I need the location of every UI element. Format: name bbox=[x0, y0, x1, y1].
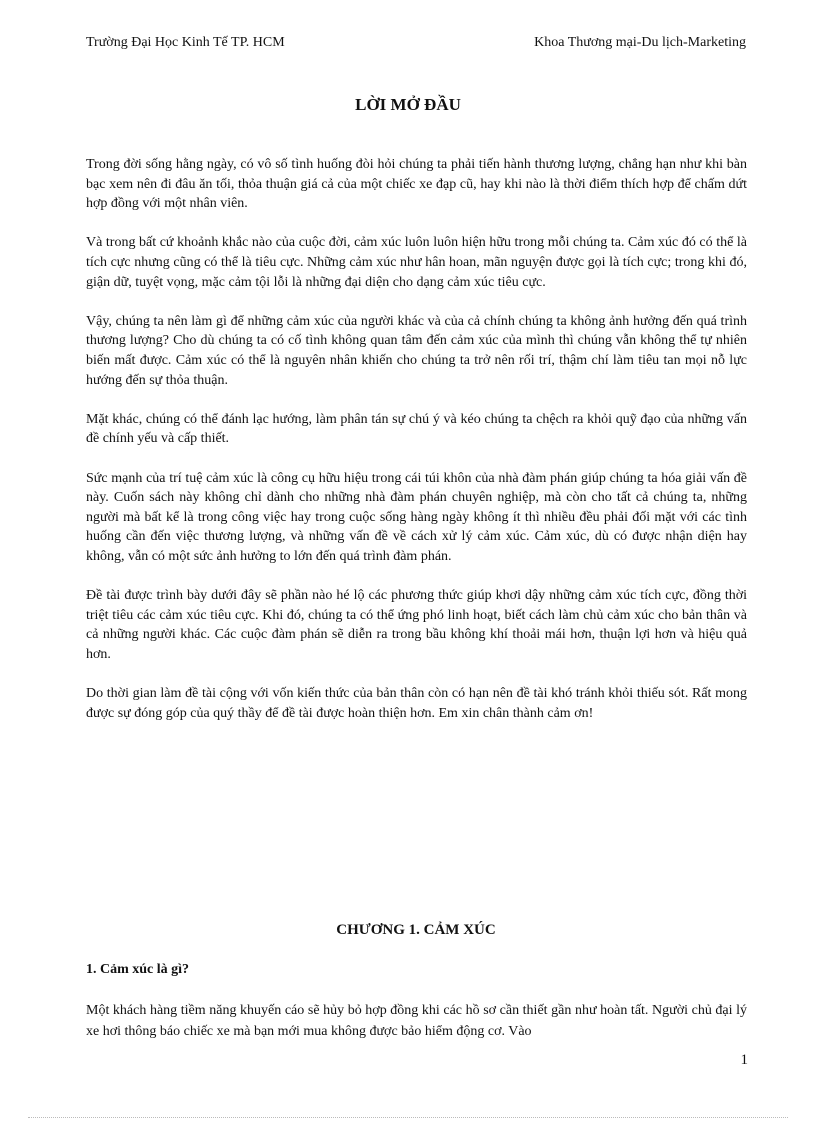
preface-paragraph-1: Trong đời sống hằng ngày, có vô số tình huống đòi hỏi chúng ta phải tiến hành thương lượng, chẳng hạn như khi bàn bạc xem nên đi đâu ăn tối, thỏa thuận giá cả của một chiếc xe đạp cũ, hay khi nào là thời điểm thích hợp để chấm dứt hợp đồng với một nhân viên. bbox=[86, 157, 747, 212]
header-faculty: Khoa Thương mại-Du lịch-Marketing bbox=[534, 35, 746, 50]
section-body bbox=[86, 1000, 747, 1042]
preface-paragraph-7: Do thời gian làm đề tài cộng với vốn kiến thức của bản thân còn có hạn nên đề tài khó tránh khỏi thiếu sót. Rất mong được sự đóng góp của quý thầy để đề tài được hoàn thiện hơn. Em xin chân thành cảm ơn! bbox=[86, 686, 747, 721]
preface-paragraph-3: Vậy, chúng ta nên làm gì để những cảm xúc của người khác và của cả chính chúng ta không ảnh hưởng đến quá trình thương lượng? Cho dù chúng ta có cố tình không quan tâm đến cảm xúc của mình thì chúng vẫn không thể tự nhiên biến mất được. Cảm xúc có thể là nguyên nhân khiến cho chúng ta trở nên rối trí, thậm chí làm tiêu tan mọi nỗ lực hướng đến sự thỏa thuận. bbox=[86, 313, 747, 388]
preface-paragraph-2: Và trong bất cứ khoảnh khắc nào của cuộc đời, cảm xúc luôn luôn hiện hữu trong mỗi chúng ta. Cảm xúc đó có thể là tích cực nhưng cũng có thể là tiêu cực. Những cảm xúc như hân hoan, mãn nguyện được gọi là tích cực; trong khi đó, giận dữ, tuyệt vọng, mặc cảm tội lỗi là những đại diện cho dạng cảm xúc tiêu cực. bbox=[86, 235, 747, 290]
preface-paragraph-6: Đề tài được trình bày dưới đây sẽ phần nào hé lộ các phương thức giúp khơi dậy những cảm xúc tích cực, đồng thời triệt tiêu các cảm xúc tiêu cực. Khi đó, chúng ta có thể ứng phó linh hoạt, biết cách làm chủ cảm xúc cho bản thân và cả những người khác. Các cuộc đàm phán sẽ diễn ra trong bầu không khí thoải mái hơn, thuận lợi hơn và hiệu quả hơn. bbox=[86, 588, 747, 662]
page-number: 1 bbox=[740, 1052, 748, 1068]
page-header bbox=[86, 34, 746, 54]
preface-paragraph-5: Sức mạnh của trí tuệ cảm xúc là công cụ hữu hiệu trong cái túi khôn của nhà đàm phán giúp chúng ta hóa giải vấn đề này. Cuốn sách này không chỉ dành cho những nhà đàm phán chuyên nghiệp, mà còn cho tất cả chúng ta, những người mà bất kể là trong công việc hay trong cuộc sống hàng ngày không ít thì nhiều đều phải đối mặt với các tình huống cần đến việc thương lượng, và những vấn đề về cách xử lý cảm xúc. Cảm xúc, dù có được nhận diện hay không, vẫn có một sức ảnh hưởng to lớn đến quá trình đàm phán. bbox=[86, 470, 747, 564]
page-title: LỜI MỞ ĐẦU bbox=[355, 95, 461, 114]
preface-body bbox=[86, 155, 747, 743]
header-university: Trường Đại Học Kinh Tế TP. HCM bbox=[86, 35, 285, 50]
preface-paragraph-4: Mặt khác, chúng có thể đánh lạc hướng, làm phân tán sự chú ý và kéo chúng ta chệch ra khỏi quỹ đạo của những vấn đề chính yếu và cấp thiết. bbox=[86, 411, 747, 447]
section-paragraph: Một khách hàng tiềm năng khuyến cáo sẽ hủy bỏ hợp đồng khi các hồ sơ cần thiết gần như hoàn tất. Người chủ đại lý xe hơi thông báo chiếc xe mà bạn mới mua không được bảo hiểm động cơ. Vào bbox=[86, 1003, 747, 1039]
section-heading: 1. Cảm xúc là gì? bbox=[86, 962, 190, 977]
footer-divider bbox=[28, 1117, 788, 1118]
chapter-heading: CHƯƠNG 1. CẢM XÚC bbox=[336, 922, 496, 938]
